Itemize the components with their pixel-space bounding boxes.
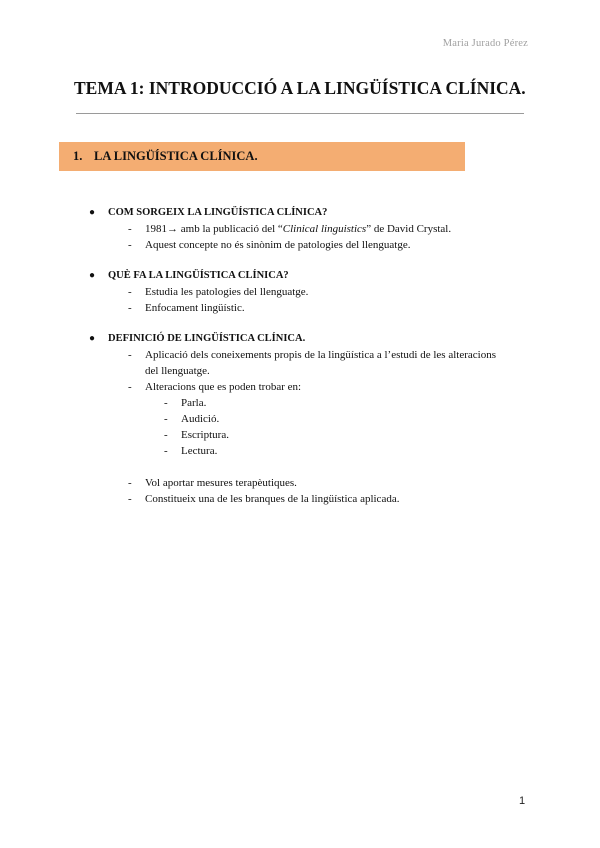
topic-function	[0, 268, 600, 316]
bullet-icon: ●	[89, 270, 96, 281]
dash-marker: -	[164, 429, 168, 441]
list-item	[0, 491, 600, 507]
document-body	[0, 205, 600, 522]
dash-marker: -	[164, 397, 168, 409]
sub-item-text: Escriptura.	[181, 429, 229, 441]
sub-list-item	[0, 411, 600, 427]
section-heading-bar	[59, 142, 465, 171]
topic-heading-line	[0, 268, 600, 284]
sub-list-item	[0, 427, 600, 443]
item-text: Constitueix una de les branques de la lingüística aplicada.	[145, 493, 400, 505]
spacer	[0, 459, 600, 475]
topic-heading: QUÈ FA LA LINGÜÍSTICA CLÍNICA?	[108, 270, 289, 281]
dash-marker: -	[128, 381, 132, 393]
list-item	[0, 347, 600, 379]
sub-list-item	[0, 395, 600, 411]
document-title: TEMA 1: INTRODUCCIÓ A LA LINGÜÍSTICA CLÍNICA.	[74, 78, 526, 98]
sub-item-text: Parla.	[181, 397, 207, 409]
list-item	[0, 379, 600, 395]
arrow-icon: →	[167, 223, 178, 235]
author-name: Maria Jurado Pérez	[442, 38, 528, 49]
topic-heading-line	[0, 331, 600, 347]
item-text: Enfocament lingüístic.	[145, 302, 245, 314]
item-text: Aplicació dels coneixements propis de la lingüística a l’estudi de les alteracions del llenguatge.	[145, 349, 496, 377]
item-text: Alteracions que es poden trobar en:	[145, 381, 302, 393]
topic-heading: DEFINICIÓ DE LINGÜÍSTICA CLÍNICA.	[108, 333, 306, 344]
dash-marker: -	[128, 239, 132, 251]
topic-definition	[0, 331, 600, 507]
page-number: 1	[519, 795, 526, 807]
section-heading: LA LINGÜÍSTICA CLÍNICA.	[94, 149, 258, 163]
list-item	[0, 300, 600, 316]
sub-item-text: Lectura.	[181, 445, 218, 457]
item-text: ” de David Crystal.	[366, 223, 452, 235]
section-number: 1.	[73, 149, 83, 163]
item-text: Vol aportar mesures terapèutiques.	[145, 477, 297, 489]
topic-heading: COM SORGEIX LA LINGÜÍSTICA CLÍNICA?	[108, 207, 328, 218]
topic-origin	[0, 205, 600, 253]
book-title: Clinical linguistics	[282, 223, 367, 235]
list-item	[0, 475, 600, 491]
item-year: 1981	[145, 223, 167, 235]
title-divider	[76, 113, 524, 114]
dash-marker: -	[128, 302, 132, 314]
bullet-icon: ●	[89, 207, 96, 218]
topic-heading-line	[0, 205, 600, 221]
item-text: amb la publicació del “	[178, 223, 283, 235]
dash-marker: -	[164, 445, 168, 457]
dash-marker: -	[128, 493, 132, 505]
bullet-icon: ●	[89, 333, 96, 344]
sub-list-item	[0, 443, 600, 459]
list-item	[0, 237, 600, 253]
dash-marker: -	[128, 477, 132, 489]
sub-item-text: Audició.	[181, 413, 220, 425]
dash-marker: -	[164, 413, 168, 425]
list-item	[0, 221, 600, 237]
item-text: Estudia les patologies del llenguatge.	[145, 286, 309, 298]
list-item	[0, 284, 600, 300]
dash-marker: -	[128, 286, 132, 298]
item-text: Aquest concepte no és sinònim de patologies del llenguatge.	[145, 239, 411, 251]
dash-marker: -	[128, 349, 132, 361]
dash-marker: -	[128, 223, 132, 235]
